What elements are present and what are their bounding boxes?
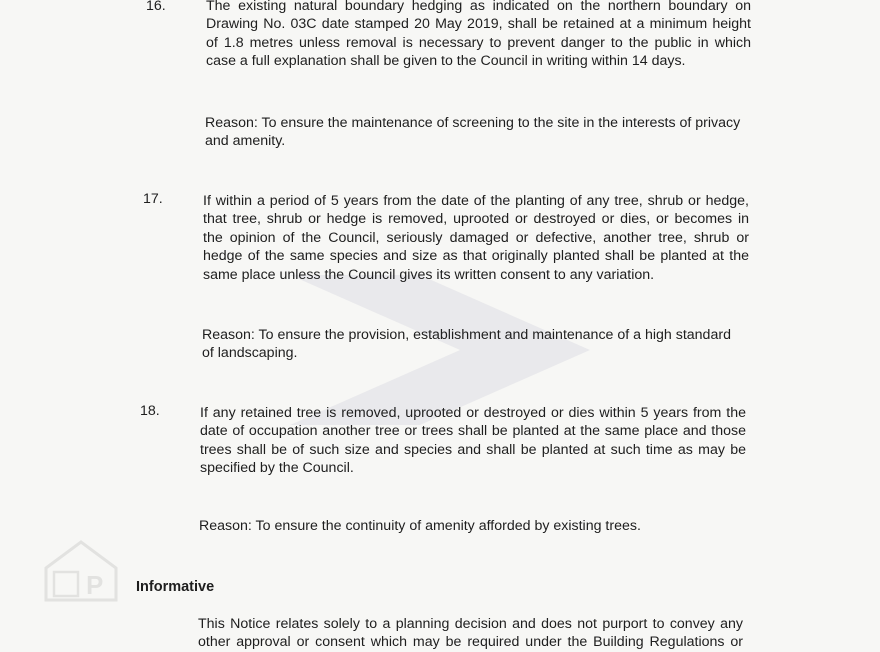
condition-number: 17. <box>143 191 163 207</box>
condition-line: If within a period of 5 years from the date of the planting of any tree, shrub or hedge, <box>203 193 749 209</box>
watermark-logo-icon <box>42 538 120 604</box>
condition-reason <box>202 326 747 363</box>
reason-line: Reason: To ensure the provision, establishment and maintenance of a high standard <box>202 327 731 343</box>
condition-text <box>206 0 751 71</box>
condition-number: 16. <box>146 0 166 14</box>
condition-number: 18. <box>140 403 160 419</box>
condition-line: that tree, shrub or hedge is removed, uprooted or destroyed or dies, or becomes in <box>203 211 749 228</box>
condition-line: date of occupation another tree or trees shall be planted at the same place and those <box>200 423 746 440</box>
reason-line: Reason: To ensure the continuity of amenity afforded by existing trees. <box>199 518 641 534</box>
condition-reason <box>199 517 744 535</box>
condition-reason <box>205 114 750 151</box>
informative-text <box>198 615 743 652</box>
condition-line: the opinion of the Council, seriously damaged or defective, another tree, shrub or <box>203 229 749 246</box>
informative-line: This Notice relates solely to a planning decision and does not purport to convey any <box>198 616 743 632</box>
condition-line: trees shall be of such size and species and shall be planted at such time as may be <box>200 441 746 458</box>
condition-line: If any retained tree is removed, uprooted or destroyed or dies within 5 years from the <box>200 405 746 421</box>
condition-line: specified by the Council. <box>200 460 354 477</box>
condition-text <box>203 192 749 284</box>
informative-heading: Informative <box>136 579 215 595</box>
reason-line: Reason: To ensure the maintenance of screening to the site in the interests of privacy <box>205 115 741 131</box>
condition-line: Drawing No. 03C date stamped 20 May 2019, shall be retained at a minimum height <box>206 16 751 33</box>
condition-line: of 1.8 metres unless removal is necessary to prevent danger to the public in which <box>206 34 751 51</box>
condition-line: case a full explanation shall be given to the Council in writing within 14 days. <box>206 53 686 70</box>
informative-line: other approval or consent which may be required under the Building Regulations or <box>198 634 743 651</box>
condition-line: same place unless the Council gives its written consent to any variation. <box>203 266 655 283</box>
watermark-logo-letter: P <box>86 570 104 600</box>
reason-line: and amenity. <box>205 133 286 150</box>
condition-line: The existing natural boundary hedging as indicated on the northern boundary on <box>206 0 751 14</box>
condition-line: hedge of the same species and size as that originally planted shall be planted at the <box>203 248 749 265</box>
reason-line: of landscaping. <box>202 345 298 362</box>
condition-text <box>200 404 746 478</box>
